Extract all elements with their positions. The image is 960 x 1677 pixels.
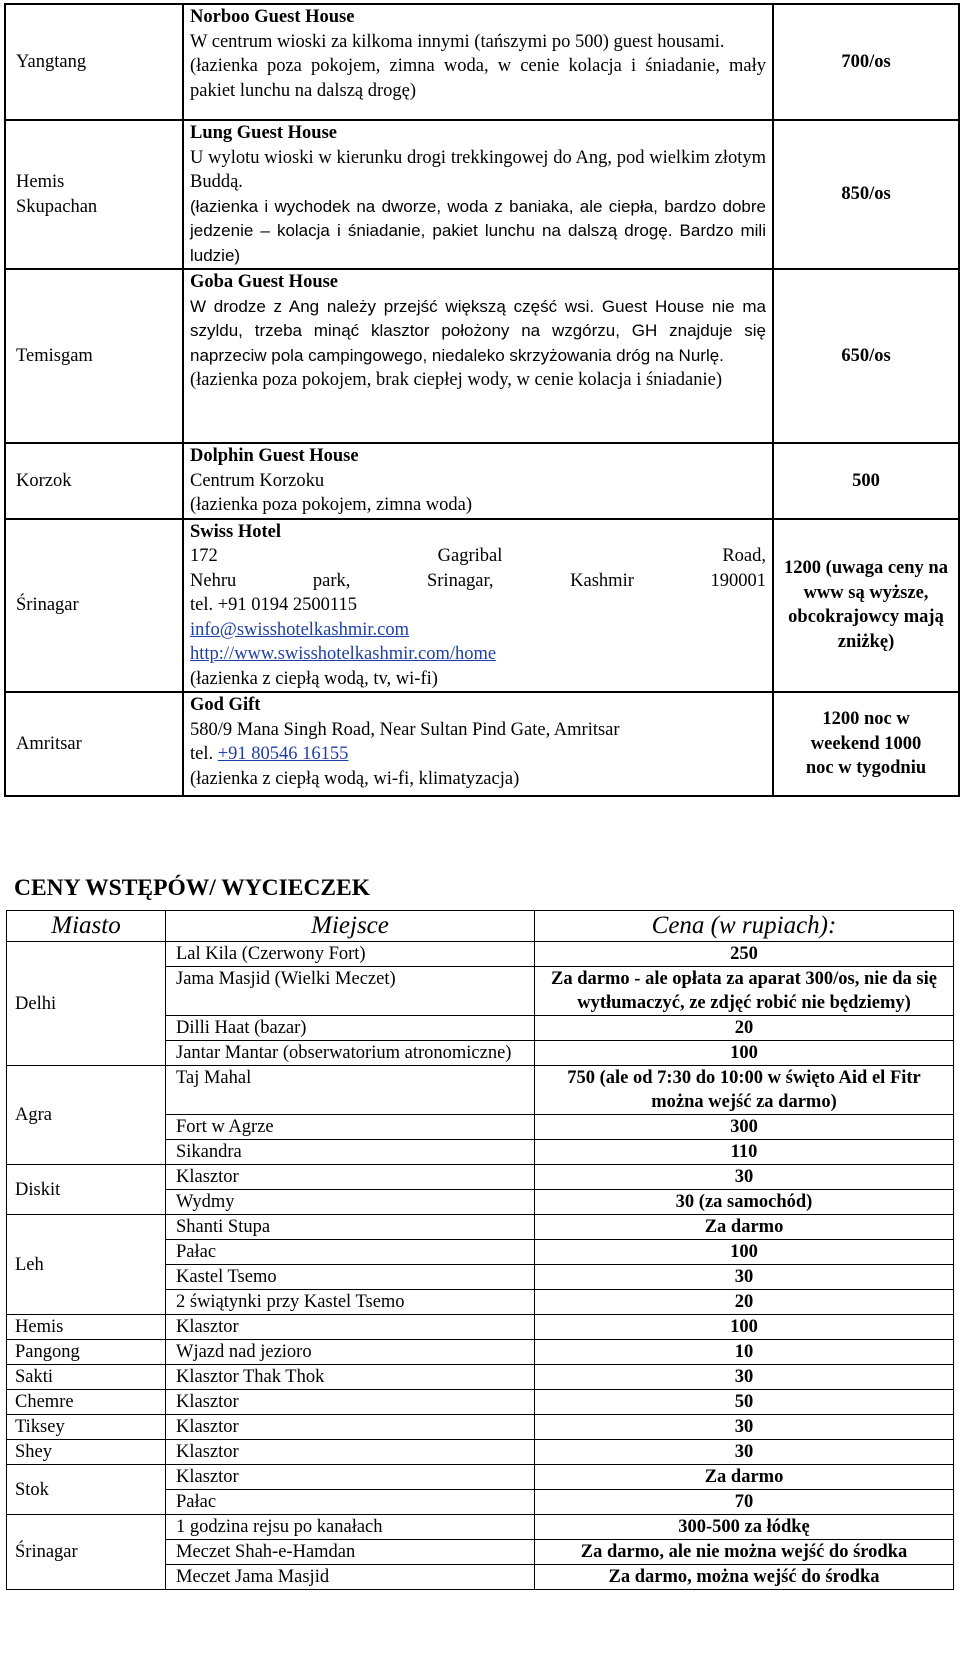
price-cell: [773, 692, 959, 796]
city-cell: Stok: [7, 1465, 166, 1515]
place-cell: Sikandra: [166, 1140, 535, 1165]
place-cell: Dilli Haat (bazar): [166, 1016, 535, 1041]
table-row: [7, 1165, 954, 1190]
city-cell: Śrinagar: [7, 1515, 166, 1590]
price-cell: 30: [535, 1165, 954, 1190]
place-cell: Fort w Agrze: [166, 1115, 535, 1140]
phone-prefix: tel.: [190, 744, 218, 764]
price-cell: 20: [535, 1016, 954, 1041]
place-cell: Kastel Tsemo: [166, 1265, 535, 1290]
price-cell: 500: [773, 443, 959, 519]
description-cell: [183, 519, 773, 693]
price-text: 1200 (uwaga ceny na www są wyższe, obcokrajowcy mają zniżkę): [784, 558, 948, 652]
table-row: [7, 942, 954, 967]
place-cell: Shanti Stupa: [166, 1215, 535, 1240]
description-cell: [183, 120, 773, 269]
amenities-note: (łazienka z ciepłą wodą, wi-fi, klimatyzacja): [190, 768, 520, 789]
price-cell: Za darmo: [535, 1215, 954, 1240]
table-row: [5, 692, 959, 796]
hotel-name: God Gift: [190, 695, 261, 715]
place-cell: Taj Mahal: [166, 1066, 535, 1115]
table-row: [5, 120, 959, 269]
address-line: 580/9 Mana Singh Road, Near Sultan Pind Gate, Amritsar: [190, 719, 620, 740]
price-cell: 30: [535, 1415, 954, 1440]
place-cell: Jantar Mantar (obserwatorium atronomiczne): [166, 1041, 535, 1066]
table-row: [7, 1415, 954, 1440]
price-cell: 300-500 za łódkę: [535, 1515, 954, 1540]
accommodation-table: [4, 3, 960, 797]
city-cell: Leh: [7, 1215, 166, 1315]
phone-text: tel. +91 0194 2500115: [190, 595, 357, 615]
description-text: (łazienka poza pokojem, brak ciepłej wody, w cenie kolacja i śniadanie): [190, 370, 722, 390]
city-cell: Temisgam: [5, 269, 183, 443]
city-cell: Chemre: [7, 1390, 166, 1415]
place-cell: Klasztor: [166, 1440, 535, 1465]
description-cell: [183, 269, 773, 443]
website-link[interactable]: http://www.swisshotelkashmir.com/home: [190, 644, 497, 664]
guest-house-name: Lung Guest House: [190, 123, 338, 143]
price-cell: 100: [535, 1041, 954, 1066]
table-row: [7, 1340, 954, 1365]
place-cell: Meczet Shah-e-Hamdan: [166, 1540, 535, 1565]
city-cell: [5, 120, 183, 269]
city-cell: Korzok: [5, 443, 183, 519]
price-cell: Za darmo - ale opłata za aparat 300/os, nie da się wytłumaczyć, ze zdjęć robić nie będziemy): [535, 967, 954, 1016]
city-cell: Amritsar: [5, 692, 183, 796]
section-title: CENY WSTĘPÓW/ WYCIECZEK: [14, 875, 371, 901]
place-cell: Lal Kila (Czerwony Fort): [166, 942, 535, 967]
place-cell: Meczet Jama Masjid: [166, 1565, 535, 1590]
price-cell: 30: [535, 1365, 954, 1390]
price-cell: Za darmo, ale nie można wejść do środka: [535, 1540, 954, 1565]
price-cell: 300: [535, 1115, 954, 1140]
place-cell: Klasztor: [166, 1465, 535, 1490]
address-line: 172 Gagribal Road,: [190, 546, 766, 566]
place-cell: 1 godzina rejsu po kanałach: [166, 1515, 535, 1540]
city-cell: Delhi: [7, 942, 166, 1066]
city-cell: Yangtang: [5, 4, 183, 120]
column-header-price: Cena (w rupiach):: [535, 911, 954, 942]
table-row: [5, 4, 959, 120]
table-row: [7, 1215, 954, 1240]
description-text: Centrum Korzoku: [190, 470, 325, 491]
price-cell: [773, 519, 959, 693]
header-row: [7, 911, 954, 942]
place-cell: Pałac: [166, 1240, 535, 1265]
address-line: Nehru park, Srinagar, Kashmir 190001: [190, 570, 766, 591]
price-cell: 10: [535, 1340, 954, 1365]
column-header-city: Miasto: [7, 911, 166, 942]
description-text: (łazienka poza pokojem, zimna woda): [190, 495, 473, 515]
price-cell: 850/os: [773, 120, 959, 269]
price-cell: 30: [535, 1265, 954, 1290]
city-cell: Agra: [7, 1066, 166, 1165]
table-row: [5, 519, 959, 693]
place-cell: Klasztor: [166, 1415, 535, 1440]
city-name: Hemis Skupachan: [16, 172, 98, 217]
description-text: U wylotu wioski w kierunku drogi trekkingowej do Ang, pod wielkim złotym Buddą.: [190, 147, 766, 192]
price-cell: 70: [535, 1490, 954, 1515]
place-cell: Klasztor: [166, 1315, 535, 1340]
amenities-note: (łazienka z ciepłą wodą, tv, wi-fi): [190, 668, 438, 689]
table-row: [7, 1465, 954, 1490]
city-cell: Shey: [7, 1440, 166, 1465]
price-cell: Za darmo, można wejść do środka: [535, 1565, 954, 1590]
price-cell: 30: [535, 1440, 954, 1465]
city-cell: Tiksey: [7, 1415, 166, 1440]
price-cell: 30 (za samochód): [535, 1190, 954, 1215]
price-cell: 20: [535, 1290, 954, 1315]
description-text: W centrum wioski za kilkoma innymi (tańszymi po 500) guest housami.: [190, 31, 725, 52]
table-row: [7, 1515, 954, 1540]
table-row: [7, 1440, 954, 1465]
price-cell: 50: [535, 1390, 954, 1415]
description-text: (łazienka poza pokojem, zimna woda, w cenie kolacja i śniadanie, mały pakiet lunchu na dalszą drogę): [190, 56, 766, 101]
table-row: [7, 1066, 954, 1115]
fees-table: [6, 910, 954, 1590]
place-cell: 2 świątynki przy Kastel Tsemo: [166, 1290, 535, 1315]
price-cell: 100: [535, 1240, 954, 1265]
place-cell: Pałac: [166, 1490, 535, 1515]
guest-house-name: Goba Guest House: [190, 272, 339, 292]
price-cell: 650/os: [773, 269, 959, 443]
place-cell: Wydmy: [166, 1190, 535, 1215]
table-row: [7, 1315, 954, 1340]
place-cell: Klasztor: [166, 1390, 535, 1415]
place-cell: Jama Masjid (Wielki Meczet): [166, 967, 535, 1016]
table-row: [7, 1365, 954, 1390]
table-row: [7, 1390, 954, 1415]
description-cell: [183, 4, 773, 120]
email-link[interactable]: info@swisshotelkashmir.com: [190, 619, 409, 640]
table-row: [5, 443, 959, 519]
price-cell: 700/os: [773, 4, 959, 120]
city-cell: Diskit: [7, 1165, 166, 1215]
column-header-place: Miejsce: [166, 911, 535, 942]
city-cell: Śrinagar: [5, 519, 183, 693]
price-cell: 100: [535, 1315, 954, 1340]
phone-link[interactable]: +91 80546 16155: [217, 744, 349, 764]
table-row: [5, 269, 959, 443]
price-cell: 750 (ale od 7:30 do 10:00 w święto Aid el Fitr można wejść za darmo): [535, 1066, 954, 1115]
hotel-name: Swiss Hotel: [190, 521, 281, 542]
description-cell: [183, 692, 773, 796]
fees-body: [7, 942, 954, 1590]
description-cell: [183, 443, 773, 519]
guest-house-name: Norboo Guest House: [190, 7, 355, 27]
place-cell: Wjazd nad jezioro: [166, 1340, 535, 1365]
price-cell: 110: [535, 1140, 954, 1165]
city-cell: Hemis: [7, 1315, 166, 1340]
price-text: 1200 noc w weekend 1000 noc w tygodniu: [805, 709, 927, 779]
place-cell: Klasztor Thak Thok: [166, 1365, 535, 1390]
price-cell: Za darmo: [535, 1465, 954, 1490]
description-text: (łazienka i wychodek na dworze, woda z baniaka, ale ciepła, bardzo dobre jedzenie – kolacja i śniadanie, pakiet lunchu na dalszą drogę. Bardzo mili ludzie): [190, 196, 766, 265]
price-cell: 250: [535, 942, 954, 967]
description-text: W drodze z Ang należy przejść większą część wsi. Guest House nie ma szyldu, trzeba minąć klasztor położony na wzgórzu, GH znajduje się naprzeciw pola campingowego, niedaleko skrzyżowania dróg na Nurlę.: [190, 296, 766, 365]
guest-house-name: Dolphin Guest House: [190, 446, 359, 466]
place-cell: Klasztor: [166, 1165, 535, 1190]
city-cell: Sakti: [7, 1365, 166, 1390]
city-cell: Pangong: [7, 1340, 166, 1365]
